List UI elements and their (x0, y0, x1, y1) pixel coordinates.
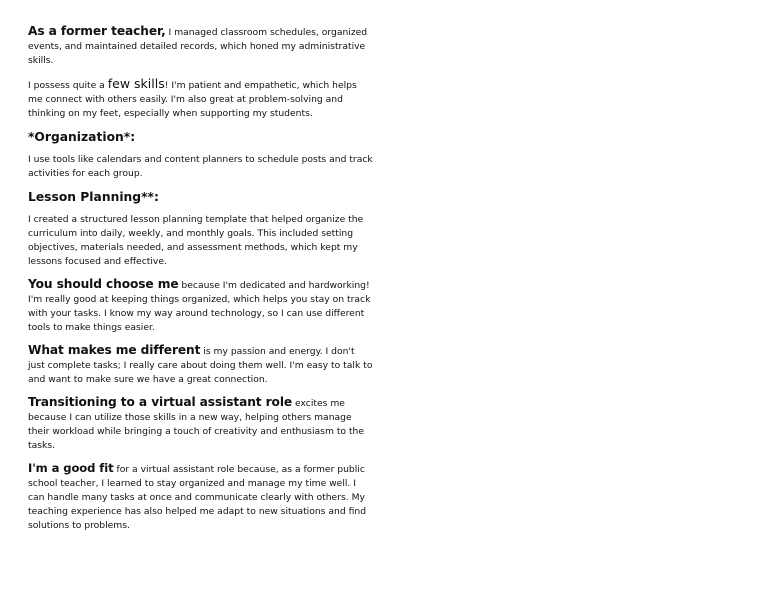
lead-good-fit: I'm a good fit (28, 461, 114, 475)
lead-different: What makes me different (28, 343, 201, 357)
paragraph-text: because I'm dedicated and hardworking! I'm really good at keeping things organized, which helps you stay on track with your tasks. I know my way around technology, so I can use different tools to make things easier. (28, 280, 371, 333)
paragraph-organization: I use tools like calendars and content planners to schedule posts and track activities for each group. (28, 154, 373, 179)
paragraph-different (28, 343, 373, 387)
emphasis-few-skills: few skills (107, 76, 165, 91)
paragraph-text: I possess quite a (28, 80, 108, 91)
paragraph-text: for a virtual assistant role because, as a former public school teacher, I learned to stay organized and manage my time well. I can handle many tasks at once and communicate clearly with others. My teaching experience has also helped me adapt to new situations and find solutions to problems. (28, 464, 367, 531)
lead-former-teacher: As a former teacher, (28, 24, 166, 38)
lead-choose-me: You should choose me (28, 277, 179, 291)
heading-lesson-planning: Lesson Planning**: (28, 190, 159, 204)
document-body (28, 24, 373, 533)
paragraph-text: excites me because I can utilize those skills in a new way, helping others manage their workload while bringing a touch of creativity and enthusiasm to the tasks. (28, 398, 365, 451)
lead-transitioning: Transitioning to a virtual assistant role (28, 395, 293, 409)
paragraph-lesson-planning: I created a structured lesson planning template that helped organize the curriculum into daily, weekly, and monthly goals. This included setting objectives, materials needed, and assessment methods, which kept my lessons focused and effective. (28, 214, 364, 267)
paragraph-choose-me (28, 277, 373, 335)
paragraph-former-teacher (28, 24, 373, 68)
heading-organization: *Organization*: (28, 130, 136, 144)
paragraph-text: I managed classroom schedules, organized events, and maintained detailed records, which honed my administrative skills. (28, 27, 368, 66)
paragraph-skills (28, 77, 373, 121)
paragraph-good-fit (28, 461, 373, 533)
paragraph-transitioning (28, 395, 373, 453)
paragraph-text: ! I'm patient and empathetic, which helps me connect with others easily. I'm also great at problem-solving and thinking on my feet, especially when supporting my students. (28, 80, 357, 119)
paragraph-text: is my passion and energy. I don't just complete tasks; I really care about doing them well. I'm easy to talk to and want to make sure we have a great connection. (28, 346, 373, 385)
